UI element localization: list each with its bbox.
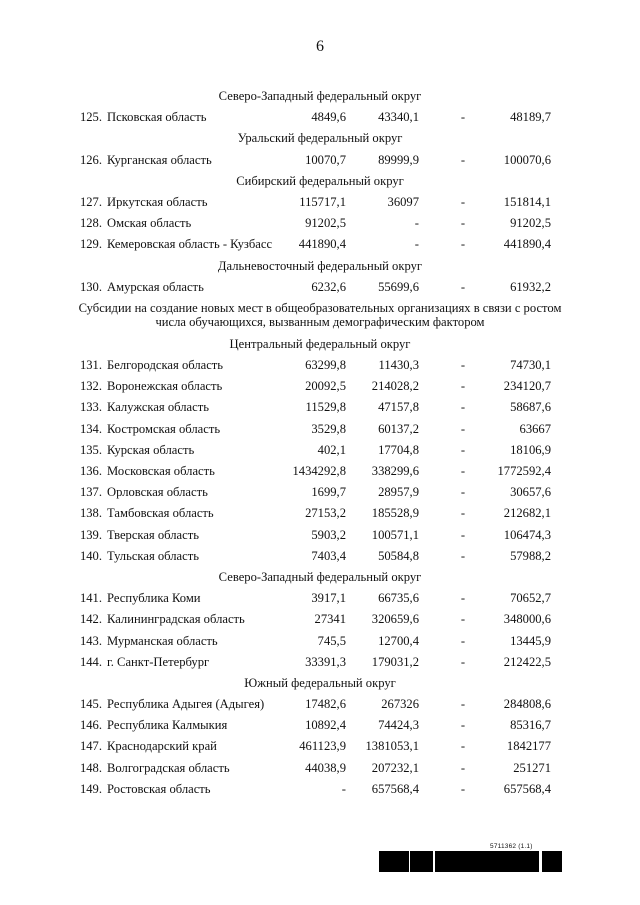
region-name: г. Санкт-Петербург xyxy=(107,654,210,669)
value-col-3: - xyxy=(460,654,466,669)
row-number: 125. xyxy=(79,110,102,125)
value-col-1: 402,1 xyxy=(317,442,346,457)
table-row xyxy=(0,277,640,298)
value-total: 85316,7 xyxy=(510,718,551,733)
row-number: 130. xyxy=(79,279,102,294)
value-col-1: 27153,2 xyxy=(305,506,346,521)
value-col-1: 745,5 xyxy=(317,633,346,648)
value-total: 100070,6 xyxy=(503,152,551,167)
table-row xyxy=(0,107,640,128)
value-col-3: - xyxy=(460,442,466,457)
value-col-2: 11430,3 xyxy=(378,358,419,373)
value-col-3: - xyxy=(460,379,466,394)
region-name: Псковская область xyxy=(107,110,207,125)
district-heading: Сибирский федеральный округ xyxy=(236,173,404,188)
value-col-2: 43340,1 xyxy=(378,110,419,125)
district-heading: Южный федеральный округ xyxy=(244,675,396,690)
value-col-3: - xyxy=(460,237,466,252)
value-col-1: 4849,6 xyxy=(311,110,346,125)
value-col-3: - xyxy=(460,506,466,521)
value-col-3: - xyxy=(460,612,466,627)
value-col-1: 3529,8 xyxy=(311,421,346,436)
row-number: 126. xyxy=(79,152,102,167)
value-total: 18106,9 xyxy=(510,442,551,457)
value-col-3: - xyxy=(460,718,466,733)
table-row xyxy=(0,355,640,376)
row-number: 136. xyxy=(79,464,102,478)
row-number: 146. xyxy=(79,718,102,733)
region-name: Республика Калмыкия xyxy=(107,718,228,733)
table-row xyxy=(0,694,640,715)
barcode-icon xyxy=(378,851,562,872)
table-row xyxy=(0,482,640,503)
value-col-1: 115717,1 xyxy=(299,194,346,209)
table-row xyxy=(0,150,640,171)
value-col-2: 657568,4 xyxy=(371,781,419,796)
value-col-1: 1434292,8 xyxy=(292,464,346,478)
district-heading: Северо-Западный федеральный округ xyxy=(218,89,422,103)
table-row xyxy=(0,397,640,418)
row-number: 149. xyxy=(79,781,102,796)
row-number: 145. xyxy=(79,697,102,712)
region-name: Калининградская область xyxy=(107,612,245,627)
value-col-3: - xyxy=(460,739,466,754)
row-number: 144. xyxy=(79,654,102,669)
value-col-1: 461123,9 xyxy=(299,739,346,754)
region-name: Кемеровская область - Кузбасс xyxy=(107,237,273,252)
table-row xyxy=(0,758,640,779)
value-total: 13445,9 xyxy=(510,633,551,648)
region-name: Калужская область xyxy=(107,400,209,415)
table-row xyxy=(0,588,640,609)
table-row xyxy=(0,609,640,630)
value-col-2: 28957,9 xyxy=(378,485,419,500)
row-number: 148. xyxy=(79,760,102,775)
value-total: 348000,6 xyxy=(503,612,551,627)
region-name: Тульская область xyxy=(107,548,199,563)
budget-table xyxy=(0,86,640,800)
value-total: 1772592,4 xyxy=(497,464,551,478)
row-number: 143. xyxy=(79,633,102,648)
table-row xyxy=(0,525,640,546)
value-total: 57988,2 xyxy=(510,548,551,563)
region-name: Амурская область xyxy=(107,279,204,294)
value-total: 74730,1 xyxy=(510,358,551,373)
region-name: Ростовская область xyxy=(107,781,211,796)
value-col-1: 17482,6 xyxy=(305,697,346,712)
value-col-1: 1699,7 xyxy=(311,485,346,500)
district-heading: Дальневосточный федеральный округ xyxy=(217,258,423,273)
value-col-2: 36097 xyxy=(387,194,419,209)
row-number: 138. xyxy=(79,506,102,521)
value-total: 1842177 xyxy=(506,739,551,754)
row-number: 128. xyxy=(79,216,102,231)
value-col-2: 1381053,1 xyxy=(365,739,419,754)
value-col-1: 7403,4 xyxy=(311,548,346,563)
value-col-2: 12700,4 xyxy=(378,633,419,648)
value-col-1: 6232,6 xyxy=(311,279,346,294)
region-name: Курганская область xyxy=(107,152,212,167)
value-col-2: 338299,6 xyxy=(371,464,419,478)
value-total: 251271 xyxy=(513,760,551,775)
value-col-1: 11529,8 xyxy=(305,400,346,415)
value-col-2: - xyxy=(414,237,419,252)
value-total: 61932,2 xyxy=(510,279,551,294)
value-col-1: 10892,4 xyxy=(305,718,346,733)
page-number: 6 xyxy=(316,38,324,55)
value-col-3: - xyxy=(460,152,466,167)
table-row xyxy=(0,440,640,461)
row-number: 135. xyxy=(79,442,102,457)
value-total: 106474,3 xyxy=(503,527,551,542)
region-name: Мурманская область xyxy=(107,633,218,648)
district-heading: Уральский федеральный округ xyxy=(237,131,403,146)
value-total: 63667 xyxy=(519,421,551,436)
value-col-1: 33391,3 xyxy=(305,654,346,669)
region-name: Омская область xyxy=(107,216,192,231)
value-col-3: - xyxy=(460,760,466,775)
table-row xyxy=(0,546,640,567)
barcode-label: 5711362 (1.1) xyxy=(490,843,533,850)
table-row xyxy=(0,631,640,652)
value-col-3: - xyxy=(460,358,466,373)
value-col-2: 267326 xyxy=(381,697,419,712)
row-number: 140. xyxy=(79,548,102,563)
subsidy-heading: Субсидии на создание новых мест в общеобразовательных организациях в связи с ростом числа обучающихся, вызванным демографическим фактором xyxy=(78,300,562,330)
region-name: Тамбовская область xyxy=(107,506,214,521)
value-total: 30657,6 xyxy=(510,485,551,500)
value-col-2: 17704,8 xyxy=(378,442,419,457)
value-col-3: - xyxy=(460,485,466,500)
value-total: 151814,1 xyxy=(503,194,551,209)
value-col-3: - xyxy=(460,781,466,796)
value-col-1: 10070,7 xyxy=(305,152,346,167)
value-col-2: 74424,3 xyxy=(378,718,419,733)
value-col-2: 66735,6 xyxy=(378,591,419,606)
region-name: Московская область xyxy=(107,464,215,478)
value-col-1: 44038,9 xyxy=(305,760,346,775)
table-row xyxy=(0,736,640,757)
value-col-2: 47157,8 xyxy=(378,400,419,415)
value-col-3: - xyxy=(460,421,466,436)
row-number: 142. xyxy=(79,612,102,627)
value-col-1: 5903,2 xyxy=(311,527,346,542)
value-col-2: 55699,6 xyxy=(378,279,419,294)
row-number: 132. xyxy=(79,379,102,394)
region-name: Волгоградская область xyxy=(107,760,230,775)
value-col-1: 3917,1 xyxy=(311,591,346,606)
row-number: 131. xyxy=(79,358,102,373)
value-col-2: 320659,6 xyxy=(371,612,419,627)
value-total: 657568,4 xyxy=(503,781,551,796)
region-name: Республика Адыгея (Адыгея) xyxy=(107,697,265,712)
value-col-3: - xyxy=(460,697,466,712)
value-col-2: 207232,1 xyxy=(371,760,419,775)
region-name: Краснодарский край xyxy=(107,739,217,754)
value-col-1: 441890,4 xyxy=(298,237,346,252)
row-number: 137. xyxy=(79,485,102,500)
value-col-3: - xyxy=(460,527,466,542)
value-col-3: - xyxy=(460,591,466,606)
value-col-2: 100571,1 xyxy=(371,527,419,542)
row-number: 141. xyxy=(79,591,102,606)
value-total: 212422,5 xyxy=(503,654,551,669)
table-row xyxy=(0,715,640,736)
value-col-1: 63299,8 xyxy=(305,358,346,373)
row-number: 134. xyxy=(79,421,102,436)
table-row xyxy=(0,779,640,800)
value-total: 234120,7 xyxy=(503,379,551,394)
value-col-3: - xyxy=(460,400,466,415)
value-col-3: - xyxy=(460,216,466,231)
table-row xyxy=(0,234,640,255)
table-row xyxy=(0,652,640,673)
table-row xyxy=(0,461,640,482)
row-number: 129. xyxy=(79,237,102,252)
district-heading: Северо-Западный федеральный округ xyxy=(218,569,422,584)
district-heading: Центральный федеральный округ xyxy=(229,336,411,351)
value-col-3: - xyxy=(460,464,466,478)
table-row xyxy=(0,419,640,440)
value-col-2: 179031,2 xyxy=(371,654,419,669)
value-total: 212682,1 xyxy=(503,506,551,521)
row-number: 139. xyxy=(79,527,102,542)
table-row xyxy=(0,192,640,213)
value-col-3: - xyxy=(460,110,466,125)
value-col-2: 50584,8 xyxy=(378,548,419,563)
value-total: 48189,7 xyxy=(510,110,551,125)
region-name: Республика Коми xyxy=(107,591,201,606)
value-total: 284808,6 xyxy=(503,697,551,712)
value-col-1: 20092,5 xyxy=(305,379,346,394)
region-name: Иркутская область xyxy=(107,194,208,209)
value-total: 58687,6 xyxy=(510,400,551,415)
value-total: 441890,4 xyxy=(503,237,551,252)
value-col-3: - xyxy=(460,194,466,209)
region-name: Белгородская область xyxy=(107,358,224,373)
value-col-3: - xyxy=(460,279,466,294)
region-name: Воронежская область xyxy=(107,379,223,394)
value-col-1: 91202,5 xyxy=(305,216,346,231)
row-number: 127. xyxy=(79,194,102,209)
table-row xyxy=(0,376,640,397)
value-col-2: 89999,9 xyxy=(378,152,419,167)
value-col-1: - xyxy=(341,781,346,796)
row-number: 133. xyxy=(79,400,102,415)
value-col-3: - xyxy=(460,633,466,648)
row-number: 147. xyxy=(79,739,102,754)
table-row xyxy=(0,503,640,524)
value-total: 91202,5 xyxy=(510,216,551,231)
value-col-1: 27341 xyxy=(314,612,346,627)
region-name: Орловская область xyxy=(107,485,208,500)
region-name: Костромская область xyxy=(107,421,221,436)
region-name: Тверская область xyxy=(107,527,199,542)
value-col-2: 185528,9 xyxy=(371,506,419,521)
table-row xyxy=(0,213,640,234)
value-col-2: - xyxy=(414,216,419,231)
value-col-2: 60137,2 xyxy=(378,421,419,436)
region-name: Курская область xyxy=(107,442,195,457)
value-total: 70652,7 xyxy=(510,591,551,606)
value-col-2: 214028,2 xyxy=(371,379,419,394)
value-col-3: - xyxy=(460,548,466,563)
